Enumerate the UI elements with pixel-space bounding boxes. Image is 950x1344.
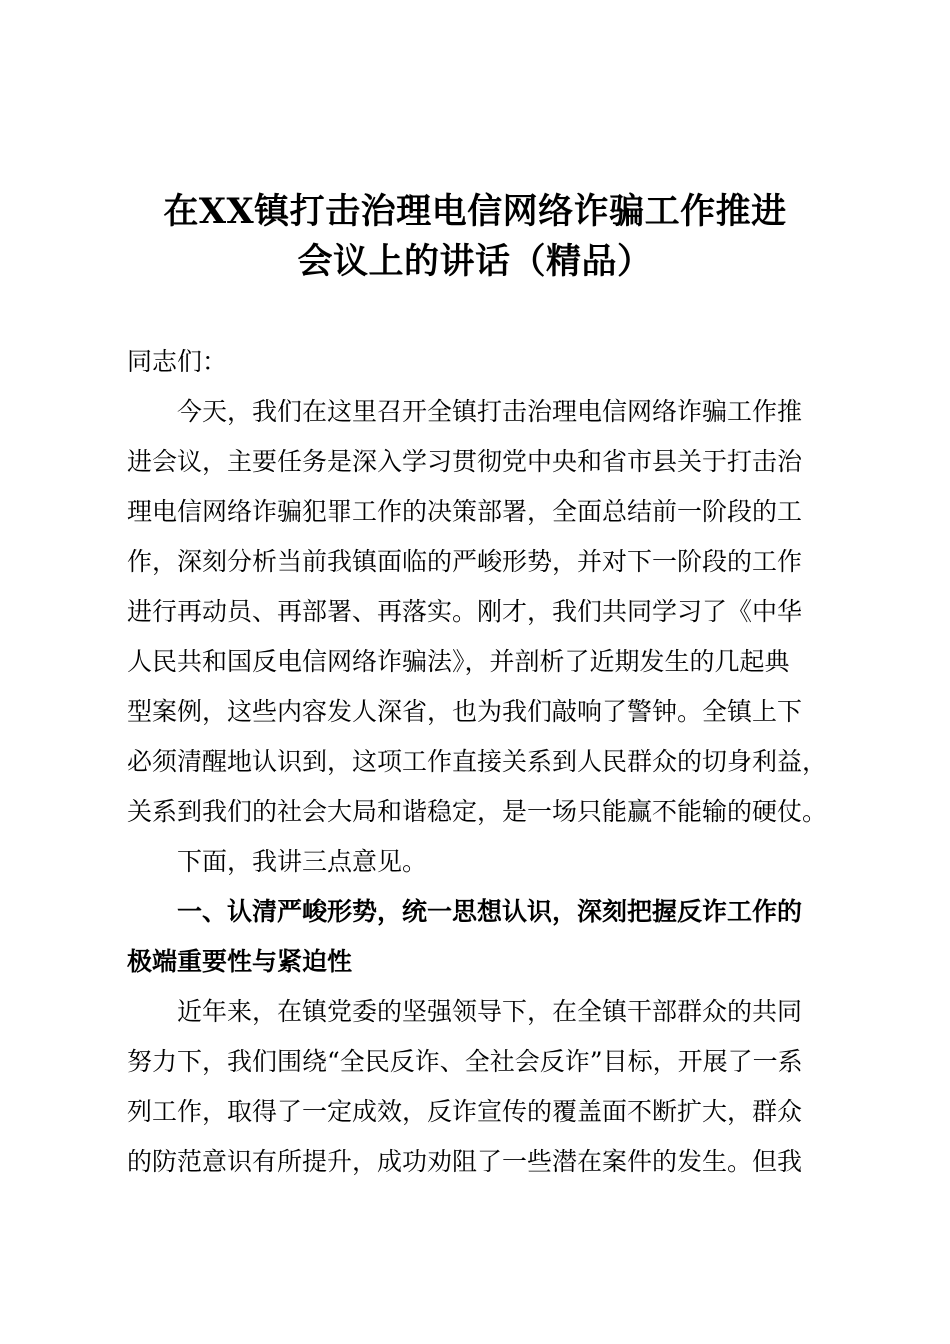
section-heading-line: 一、认清严峻形势，统一思想认识，深刻把握反诈工作的 [177, 897, 803, 926]
paragraph-1-line: 作，深刻分析当前我镇面临的严峻形势，并对下一阶段的工作 [127, 547, 803, 576]
paragraph-3-line: 列工作，取得了一定成效，反诈宣传的覆盖面不断扩大，群众 [127, 1097, 803, 1126]
paragraph-2: 下面，我讲三点意见。 [177, 847, 428, 876]
paragraph-1-line: 必须清醒地认识到，这项工作直接关系到人民群众的切身利益， [127, 747, 828, 776]
paragraph-1-line: 型案例，这些内容发人深省，也为我们敲响了警钟。全镇上下 [127, 697, 803, 726]
paragraph-1-line: 进会议，主要任务是深入学习贯彻党中央和省市县关于打击治 [127, 447, 803, 476]
document-title-line-1: 在XX镇打击治理电信网络诈骗工作推进 [163, 191, 787, 232]
paragraph-1-line: 理电信网络诈骗犯罪工作的决策部署，全面总结前一阶段的工 [127, 497, 803, 526]
document-title-line-2: 会议上的讲话（精品） [297, 241, 653, 282]
paragraph-1-line: 进行再动员、再部署、再落实。刚才，我们共同学习了《中华 [127, 597, 803, 626]
paragraph-3-line: 近年来，在镇党委的坚强领导下，在全镇干部群众的共同 [177, 997, 803, 1026]
salutation: 同志们： [127, 347, 228, 376]
paragraph-1-line: 关系到我们的社会大局和谐稳定，是一场只能赢不能输的硬仗。 [127, 797, 828, 826]
paragraph-3-line: 努力下，我们围绕“全民反诈、全社会反诈”目标，开展了一系 [127, 1047, 803, 1076]
paragraph-3-line: 的防范意识有所提升，成功劝阻了一些潜在案件的发生。但我 [127, 1147, 803, 1176]
paragraph-1-line: 今天，我们在这里召开全镇打击治理电信网络诈骗工作推 [177, 397, 803, 426]
paragraph-1-line: 人民共和国反电信网络诈骗法》，并剖析了近期发生的几起典 [127, 647, 790, 676]
section-heading-line: 极端重要性与紧迫性 [127, 947, 353, 976]
